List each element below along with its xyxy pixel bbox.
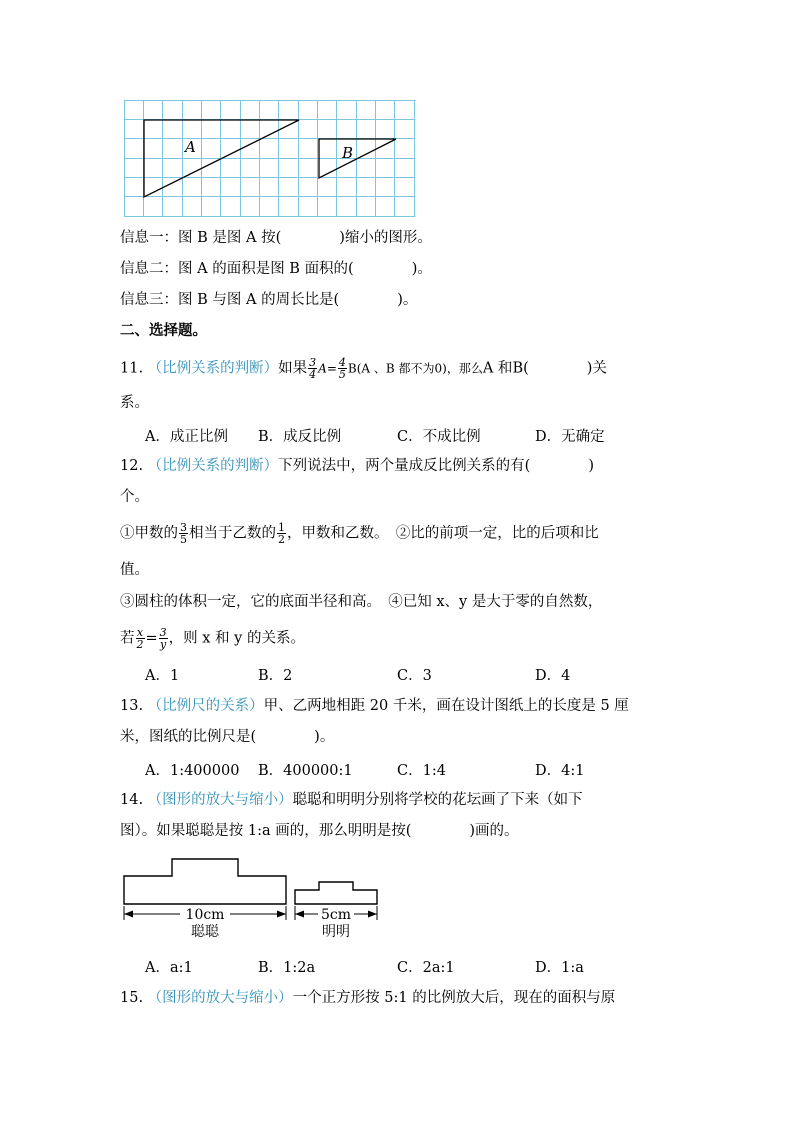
question-11 xyxy=(120,357,607,380)
q11-topic-tag: （比例关系的判断） xyxy=(147,360,279,377)
mingming-dimension: 5cm xyxy=(320,907,352,923)
q12-s4-fraction-2: $\frac{3}{y}$ xyxy=(159,626,167,651)
q13-line-2: 米，图纸的比例尺是( )。 xyxy=(120,729,335,745)
q14-line-2: 图）。如果聪聪是按 1:a 画的，那么明明是按( )画的。 xyxy=(120,823,519,839)
q13-number: 13. xyxy=(120,698,144,714)
section-title: 二、选择题。 xyxy=(120,322,207,339)
q14-option-c[interactable]: C．2a:1 xyxy=(397,960,455,976)
flower-bed-figures xyxy=(120,858,385,942)
q12-s1-post: ，甲数和乙数。 ②比的前项一定，比的后项和比 xyxy=(287,525,599,542)
q11-line-2: 系。 xyxy=(120,395,149,411)
q12-s1-fraction-1: $\frac{3}{5}$ xyxy=(180,521,187,546)
question-14 xyxy=(120,790,583,810)
q13-text: 甲、乙两地相距 20 千米，画在设计图纸上的长度是 5 厘 xyxy=(263,698,629,714)
question-12 xyxy=(120,456,594,476)
q12-s4-post: ，则 x 和 y 的关系。 xyxy=(168,630,305,647)
q14-text: 聪聪和明明分别将学校的花坛画了下来（如下 xyxy=(292,792,583,808)
congcong-drawing xyxy=(124,859,286,904)
question-15 xyxy=(120,988,615,1008)
q12-s4-fraction-1: $\frac{x}{2}$ xyxy=(136,626,144,651)
q12-number: 12. xyxy=(120,458,144,474)
congcong-name: 聪聪 xyxy=(191,924,219,940)
mingming-name: 明明 xyxy=(322,924,350,940)
q11-option-d[interactable]: D．无确定 xyxy=(535,429,605,445)
q12-s1-fraction-2: $\frac{1}{2}$ xyxy=(278,521,285,546)
q13-option-b[interactable]: B．400000:1 xyxy=(258,763,353,779)
q12-option-a[interactable]: A．1 xyxy=(145,668,180,684)
q11-option-c[interactable]: C．不成比例 xyxy=(397,429,481,445)
info-2: 信息二：图 A 的面积是图 B 面积的( )。 xyxy=(120,261,432,277)
info-3: 信息三：图 B 与图 A 的周长比是( )。 xyxy=(120,292,418,308)
q12-s4-eq: = xyxy=(145,630,158,647)
q12-statement-1 xyxy=(120,522,599,545)
q14-option-a[interactable]: A．a:1 xyxy=(145,960,193,976)
q11-a-and: A 和 xyxy=(482,360,513,377)
q11-option-a[interactable]: A．成正比例 xyxy=(145,429,228,445)
q11-number: 11. xyxy=(120,360,144,377)
q13-option-c[interactable]: C．1:4 xyxy=(397,763,446,779)
q12-s1-pre: ①甲数的 xyxy=(120,525,178,542)
q15-text: 一个正方形按 5:1 的比例放大后，现在的面积与原 xyxy=(292,990,616,1006)
q11-fraction-2: $\frac{4}{5}$ xyxy=(338,356,346,381)
q15-topic-tag: （图形的放大与缩小） xyxy=(147,990,293,1006)
triangle-b-label: B xyxy=(342,144,354,162)
triangle-grid-figure xyxy=(124,100,416,217)
congcong-dimension: 10cm xyxy=(185,907,225,923)
q15-number: 15. xyxy=(120,990,144,1006)
q12-option-d[interactable]: D．4 xyxy=(535,668,571,684)
q12-text: 下列说法中，两个量成反比例关系的有( ) xyxy=(278,458,594,474)
q14-option-d[interactable]: D．1:a xyxy=(535,960,584,976)
q12-s4-pre: 若 xyxy=(120,630,135,647)
q13-topic-tag: （比例尺的关系） xyxy=(147,698,264,714)
q12-statement-1-line-2: 值。 xyxy=(120,562,149,578)
q14-option-b[interactable]: B．1:2a xyxy=(258,960,316,976)
q11-condition: B(A 、B 都不为0)，那么 xyxy=(347,361,483,376)
q12-line-2: 个。 xyxy=(120,489,149,505)
q12-option-c[interactable]: C．3 xyxy=(397,668,432,684)
q14-number: 14. xyxy=(120,792,144,808)
q11-option-b[interactable]: B．成反比例 xyxy=(258,429,342,445)
triangle-a-label: A xyxy=(185,138,196,156)
q12-s1-mid: 相当于乙数的 xyxy=(189,525,276,542)
q11-fraction-1: $\frac{3}{4}$ xyxy=(309,356,317,381)
q13-option-d[interactable]: D．4:1 xyxy=(535,763,585,779)
q12-statement-4 xyxy=(120,627,305,650)
q12-statement-3: ③圆柱的体积一定，它的底面半径和高。 ④已知 x、y 是大于零的自然数， xyxy=(120,594,603,610)
info-1: 信息一：图 B 是图 A 按( )缩小的图形。 xyxy=(120,230,432,246)
q13-option-a[interactable]: A．1:400000 xyxy=(145,763,240,779)
mingming-drawing xyxy=(295,882,377,904)
q11-a-eq: A= xyxy=(318,361,337,376)
q12-option-b[interactable]: B．2 xyxy=(258,668,293,684)
q12-topic-tag: （比例关系的判断） xyxy=(147,458,279,474)
q11-text: 如果 xyxy=(278,360,308,377)
grid-lines xyxy=(125,100,416,217)
question-13 xyxy=(120,696,629,716)
q11-answer-blank: B( )关 xyxy=(512,360,607,377)
q14-topic-tag: （图形的放大与缩小） xyxy=(147,792,293,808)
